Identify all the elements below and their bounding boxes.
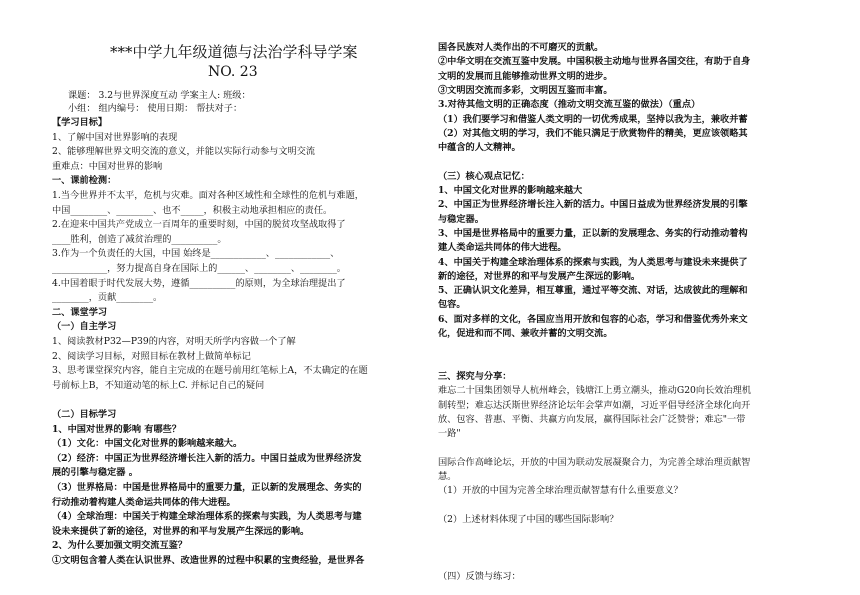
text-line: 4、中国关于构建全球治理体系的探索与实践，为人类思考与建设未来提供了 [438,256,748,268]
text-line: 难忘二十国集团领导人杭州峰会，钱塘江上勇立潮头，推动G20向长效治理机 [438,385,752,397]
text-line: 1、阅读教材P32—P39的内容，对明天所学内容做一个了解 [52,336,296,347]
text-line: 3.作为一个负责任的大国，中国 始终是____________、____________、 [52,248,340,260]
text-line: 1、中国对世界的影响 有哪些？ [52,423,182,435]
text-line: （2）对其他文明的学习，我们不能只满足于欣赏物件的精美，更应该领略其 [438,127,748,139]
text-line: 放、包容、普惠、平衡、共赢方向发展，赢得国际社会广泛赞誉；难忘"一带 [438,413,746,425]
text-line: 2、中国正为世界经济增长注入新的活力。中国日益成为世界经济发展的引擎 [438,199,748,211]
doc-number: NO. 23 [208,64,258,80]
text-line: 二、课堂学习 [52,306,108,318]
text-line: 国际合作高峰论坛，开放的中国为联动发展凝聚合力，为完善全球治理贡献智 [438,456,751,468]
text-line: （二）目标学习 [52,409,117,420]
text-line: 2、为什么要加强文明交流互鉴？ [52,540,188,552]
text-line: 化，促进和而不同、兼收并蓄的文明交流。 [438,328,613,339]
text-line: （4）全球治理：中国关于构建全球治理体系的探索与实践，为人类思考与建 [52,511,362,523]
text-line: ②中华文明在交流互鉴中发展。中国积极主动地与世界各国交往，有助于自身 [438,56,751,68]
text-line: 3.对待其他文明的正确态度（推动文明交流互鉴的做法）（重点） [438,99,701,111]
text-line: 中国________、________、也不_____，积极主动地承担相应的责任。 [52,204,333,216]
text-line: 国各民族对人类作出的不可磨灭的贡献。 [438,42,604,53]
doc-title: ***中学九年级道德与法治学科导学案 [110,43,358,61]
text-line: （三）核心观点记忆： [438,170,530,182]
info-line-2: 小组： 组内编号： 使用日期： 帮扶对子： [68,103,243,114]
text-line: （2）经济：中国正为世界经济增长注入新的活力。中国日益成为世界经济发 [52,452,362,464]
text-line: 中蕴含的人文精神。 [438,142,521,154]
text-line: （1）开放的中国为完善全球治理贡献智慧有什么重要意义？ [438,485,683,497]
text-line: 制转型；难忘达沃斯世界经济论坛年会掌声如潮，习近平倡导经济全球化向开 [438,399,751,411]
text-line: ________，贡献________。 [52,292,163,304]
text-line: （3）世界格局：中国是世界格局中的重要力量，正以新的发展理念、务实的 [52,482,362,493]
text-line: 建人类命运共同体的伟大进程。 [438,242,567,254]
text-line: 6、面对多样的文化，各国应当用开放和包容的心态，学习和借鉴优秀外来文 [438,313,748,325]
text-line: 3、思考课堂探究内容，能自主完成的在题号前用红笔标上A，不太确定的在题 [52,365,368,377]
text-line: （四）反馈与练习： [438,571,521,583]
text-line: 2、阅读学习目标，对照目标在教材上做简单标记 [52,350,251,362]
text-line: 新的途径，对世界的和平与发展产生深远的影响。 [438,270,641,282]
text-line: ____胜利，创造了减贫治理的__________。 [52,233,227,245]
text-line: 慧。 [438,471,457,482]
text-line: 1、中国文化对世界的影响越来越大 [438,185,583,196]
text-line: 与稳定器。 [438,213,484,225]
text-line: 号前标上B，不知道动笔的标上C. 并标记自己的疑问 [52,379,265,391]
text-line: 文明的发展而且能够推动世界文明的进步。 [438,70,613,82]
text-line: 【学习目标】 [52,117,108,128]
text-line: （1）文化：中国文化对世界的影响越来越大。 [52,438,243,450]
text-line: ____________，努力提高自身在国际上的______、________、________。 [52,263,346,274]
text-line: 4.中国着眼于时代发展大势，遵循__________的原则，为全球治理提出了 [52,277,346,289]
text-line: （一）自主学习 [52,321,117,333]
text-line: 2、能够理解世界文明交流的意义，并能以实际行动参与文明交流 [52,146,316,158]
text-line: 三、探究与分享： [438,370,512,382]
text-line: 1、了解中国对世界影响的表现 [52,131,178,143]
text-line: 包容。 [438,299,466,311]
text-line: 5、正确认识文化差异，相互尊重，通过平等交流、对话，达成彼此的理解和 [438,285,748,297]
text-line: 行动推动着构建人类命运共同体的伟大进程。 [52,496,236,508]
text-line: ①文明包含着人类在认识世界、改造世界的过程中积累的宝贵经验，是世界各 [52,555,365,566]
text-line: 1.当今世界并不太平，危机与灾难。面对各种区域性和全球性的危机与难题， [52,190,364,201]
text-line: 2.在迎来中国共产党成立一百周年的重要时刻，中国的脱贫攻坚战取得了 [52,219,346,231]
text-line: （2）上述材料体现了中国的哪些国际影响？ [438,513,619,525]
text-line: 一路" [438,428,461,440]
text-line: 重难点：中国对世界的影响 [52,160,163,172]
text-line: 设未来提供了新的途径，对世界的和平与发展产生深远的影响。 [52,525,310,537]
text-line: ③文明因交流而多彩，文明因互鉴而丰富。 [438,84,613,96]
text-line: 一、课前检测： [52,175,117,187]
text-line: 3、中国是世界格局中的重要力量，正以新的发展理念、务实的行动推动着构 [438,227,748,239]
text-line: 展的引擎与稳定器 。 [52,467,138,479]
text-line: （1）我们要学习和借鉴人类文明的一切优秀成果，坚持以我为主，兼收并蓄 [438,113,748,125]
info-line-1: 课题： 3.2与世界深度互动 学案主人: 班级： [68,90,251,101]
